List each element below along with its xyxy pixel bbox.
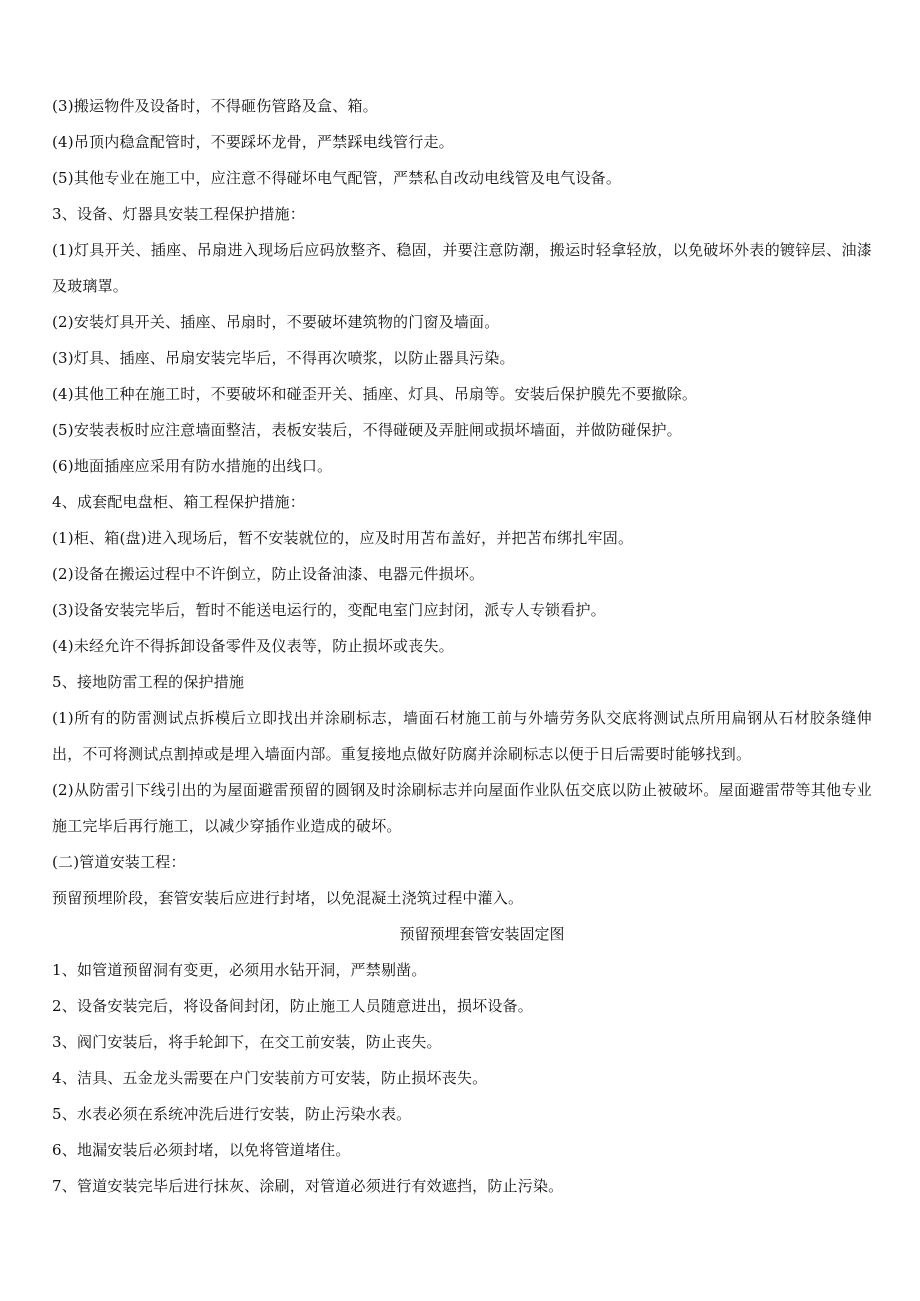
list-item: 3、阀门安装后，将手轮卸下，在交工前安装，防止丧失。 (52, 1033, 442, 1051)
text-line: (2)设备在搬运过程中不许倒立，防止设备油漆、电器元件损坏。 (52, 565, 485, 583)
text-line: (5)其他专业在施工中，应注意不得碰坏电气配管，严禁私自改动电线管及电气设备。 (52, 169, 622, 187)
list-item: 4、洁具、五金龙头需要在户门安装前方可安装，防止损坏丧失。 (52, 1069, 488, 1087)
list-item: 6、地漏安装后必须封堵，以免将管道堵住。 (52, 1141, 351, 1159)
section-heading: 4、成套配电盘柜、箱工程保护措施： (52, 493, 305, 511)
text-line: (4)未经允许不得拆卸设备零件及仪表等，防止损坏或丧失。 (52, 637, 454, 655)
list-item: 7、管道安装完毕后进行抹灰、涂刷，对管道必须进行有效遮挡，防止污染。 (52, 1177, 564, 1195)
text-line: (6)地面插座应采用有防水措施的出线口。 (52, 457, 333, 475)
text-paragraph: (1)所有的防雷测试点拆模后立即找出并涂刷标志，墙面石材施工前与外墙劳务队交底将测试点所用扁钢从石材胶条缝伸出，不可将测试点割掉或是埋入墙面内部。重复接地点做好防腐并涂刷标志以便于日后需要时能够找到。 (52, 709, 872, 763)
section-heading: (二)管道安装工程： (52, 853, 186, 871)
text-paragraph: (1)灯具开关、插座、吊扇进入现场后应码放整齐、稳固，并要注意防潮，搬运时轻拿轻放，以免破坏外表的镀锌层、油漆及玻璃罩。 (52, 241, 872, 295)
text-paragraph: (2)从防雷引下线引出的为屋面避雷预留的圆钢及时涂刷标志并向屋面作业队伍交底以防止被破坏。屋面避雷带等其他专业施工完毕后再行施工，以减少穿插作业造成的破坏。 (52, 781, 872, 835)
text-line: (4)其他工种在施工时，不要破坏和碰歪开关、插座、灯具、吊扇等。安装后保护膜先不要撤除。 (52, 385, 698, 403)
text-line: (3)设备安装完毕后，暂时不能送电运行的，变配电室门应封闭，派专人专锁看护。 (52, 601, 606, 619)
text-line: (5)安装表板时应注意墙面整洁，表板安装后，不得碰硬及弄脏闸或损坏墙面，并做防碰保护。 (52, 421, 682, 439)
document-page (52, 88, 872, 1204)
text-line: (1)柜、箱(盘)进入现场后，暂不安装就位的，应及时用苫布盖好，并把苫布绑扎牢固。 (52, 529, 634, 547)
text-line: (3)灯具、插座、吊扇安装完毕后，不得再次喷浆，以防止器具污染。 (52, 349, 515, 367)
text-line: (4)吊顶内稳盒配管时，不要踩坏龙骨，严禁踩电线管行走。 (52, 133, 454, 151)
text-line: (3)搬运物件及设备时，不得砸伤管路及盒、箱。 (52, 97, 378, 115)
section-heading: 5、接地防雷工程的保护措施 (52, 673, 245, 691)
list-item: 5、水表必须在系统冲洗后进行安装，防止污染水表。 (52, 1105, 412, 1123)
list-item: 1、如管道预留洞有变更，必须用水钻开洞，严禁剔凿。 (52, 961, 427, 979)
text-line: (2)安装灯具开关、插座、吊扇时，不要破坏建筑物的门窗及墙面。 (52, 313, 500, 331)
text-line: 预留预埋阶段，套管安装后应进行封堵，以免混凝土浇筑过程中灌入。 (52, 889, 524, 907)
list-item: 2、设备安装完后，将设备间封闭，防止施工人员随意进出，损坏设备。 (52, 997, 533, 1015)
section-heading: 3、设备、灯器具安装工程保护措施： (52, 205, 305, 223)
figure-caption: 预留预埋套管安装固定图 (399, 925, 565, 943)
